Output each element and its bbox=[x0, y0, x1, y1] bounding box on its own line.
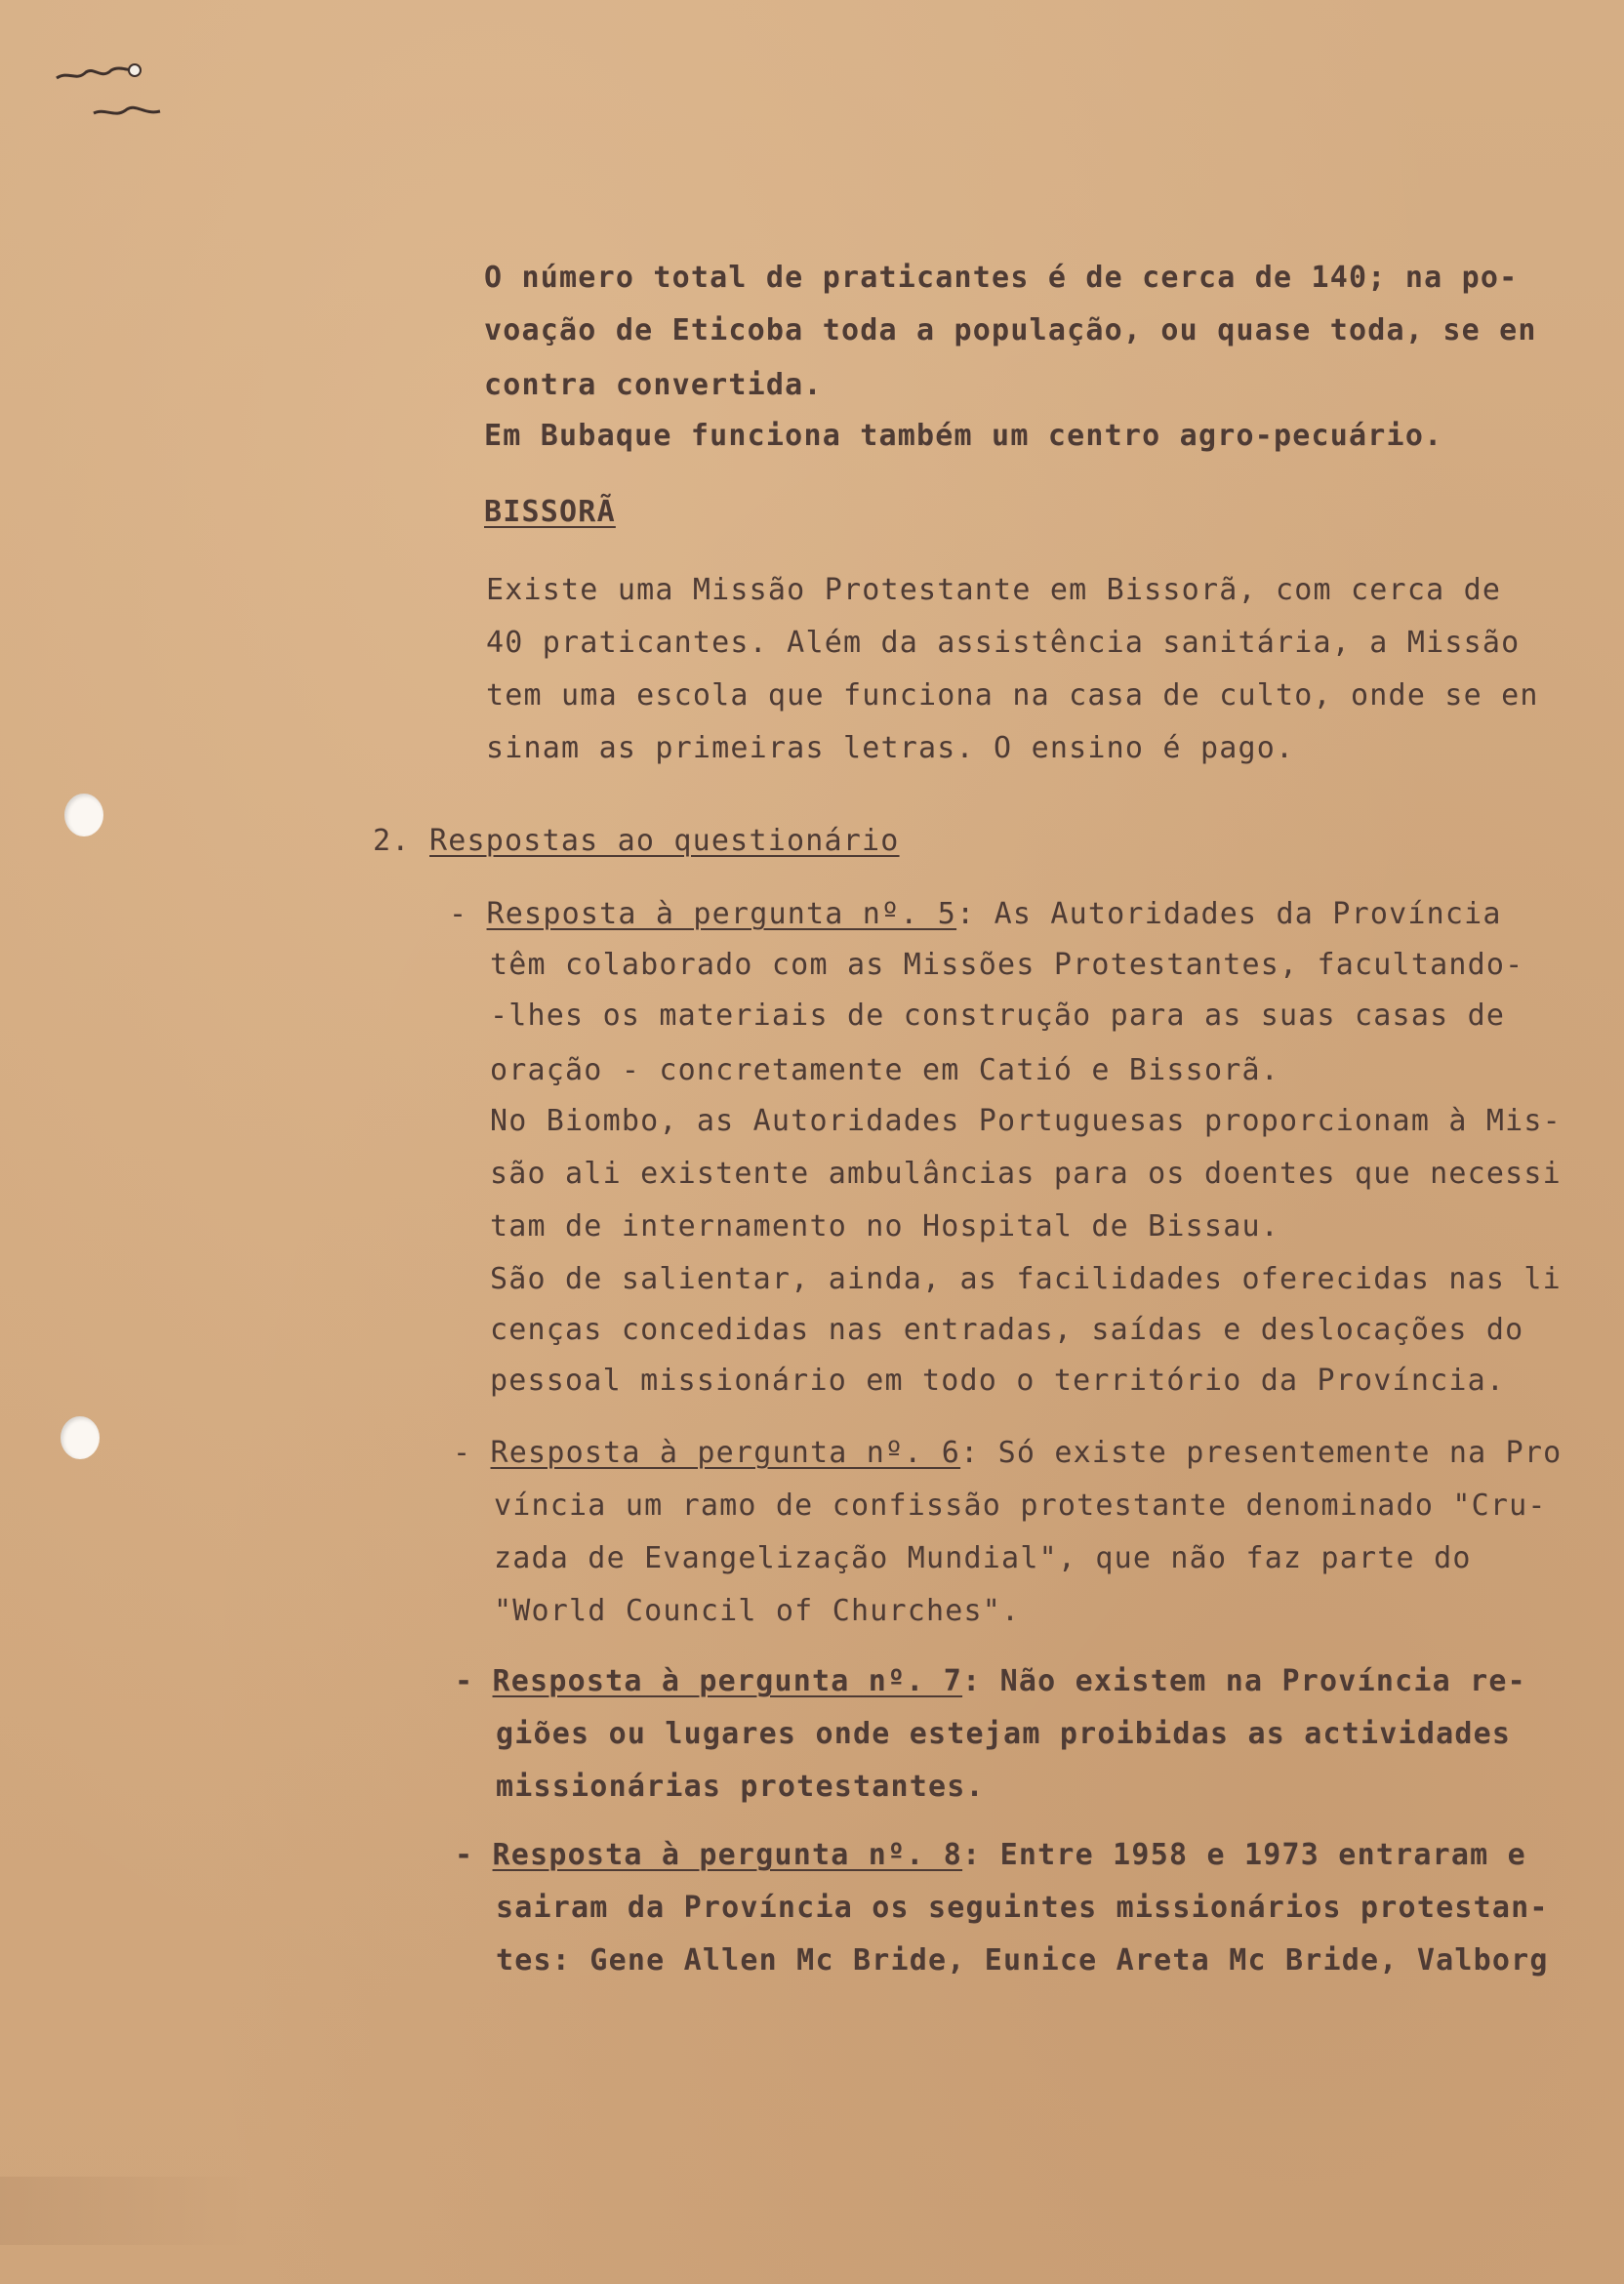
answer5-line: têm colaborado com as Missões Protestantes, facultando- bbox=[490, 948, 1524, 982]
answer7-line: giões ou lugares onde estejam proibidas as actividades bbox=[496, 1717, 1512, 1751]
answer-dash: - bbox=[453, 1436, 472, 1470]
answer7-rest: : Não existem na Província re- bbox=[962, 1664, 1526, 1698]
answer5-line: São de salientar, ainda, as facilidades oferecidas nas li bbox=[490, 1262, 1562, 1296]
answer6-line: "World Council of Churches". bbox=[494, 1594, 1021, 1628]
answer7-first-line bbox=[455, 1665, 1526, 1698]
answer5-line: pessoal missionário em todo o território da Província. bbox=[490, 1364, 1506, 1398]
answer5-first-line bbox=[449, 898, 1502, 931]
bissora-heading: BISSORÃ bbox=[484, 495, 616, 529]
answer-dash: - bbox=[455, 1838, 474, 1872]
answer6-label: Resposta à pergunta nº. 6 bbox=[490, 1436, 961, 1470]
page-edge-stain bbox=[0, 2177, 254, 2245]
answer7-label: Resposta à pergunta nº. 7 bbox=[492, 1664, 963, 1698]
answer6-line: zada de Evangelização Mundial", que não faz parte do bbox=[494, 1541, 1472, 1575]
bissora-line: sinam as primeiras letras. O ensino é pago. bbox=[486, 731, 1295, 765]
answer5-line: tam de internamento no Hospital de Bissau. bbox=[490, 1209, 1279, 1244]
intro-line: O número total de praticantes é de cerca de 140; na po- bbox=[484, 261, 1519, 295]
intro-line: Em Bubaque funciona também um centro agro-pecuário. bbox=[484, 419, 1443, 453]
answer6-first-line bbox=[453, 1437, 1562, 1470]
staple-mark-icon bbox=[51, 57, 187, 135]
bissora-line: tem uma escola que funciona na casa de culto, onde se en bbox=[486, 678, 1539, 713]
bissora-line: 40 praticantes. Além da assistência sanitária, a Missão bbox=[486, 626, 1521, 660]
answer8-line: sairam da Província os seguintes missionários protestan- bbox=[496, 1891, 1549, 1925]
answer5-label: Resposta à pergunta nº. 5 bbox=[486, 897, 957, 931]
section-number: 2. bbox=[373, 824, 411, 858]
answer6-rest: : Só existe presentemente na Pro bbox=[960, 1436, 1563, 1470]
intro-line: contra convertida. bbox=[484, 368, 823, 402]
bissora-line: Existe uma Missão Protestante em Bissorã, com cerca de bbox=[486, 573, 1502, 607]
answer5-line: cenças concedidas nas entradas, saídas e deslocações do bbox=[490, 1313, 1524, 1347]
answer-dash: - bbox=[455, 1664, 474, 1698]
punch-hole-top bbox=[64, 794, 103, 836]
answer8-label: Resposta à pergunta nº. 8 bbox=[492, 1838, 963, 1872]
answer7-line: missionárias protestantes. bbox=[496, 1770, 985, 1804]
answer6-line: víncia um ramo de confissão protestante denominado "Cru- bbox=[494, 1489, 1547, 1523]
punch-hole-bottom bbox=[61, 1416, 100, 1459]
answer5-line: -lhes os materiais de construção para as suas casas de bbox=[490, 999, 1506, 1033]
answer8-first-line bbox=[455, 1839, 1526, 1872]
answer5-line: No Biombo, as Autoridades Portuguesas proporcionam à Mis- bbox=[490, 1104, 1562, 1138]
answer5-line: oração - concretamente em Catió e Bissorã. bbox=[490, 1053, 1279, 1087]
answer5-rest: : As Autoridades da Província bbox=[956, 897, 1502, 931]
answer-dash: - bbox=[449, 897, 468, 931]
section-heading: Respostas ao questionário bbox=[429, 824, 900, 858]
answer8-line: tes: Gene Allen Mc Bride, Eunice Areta Mc Bride, Valborg bbox=[496, 1943, 1549, 1978]
intro-line: voação de Eticoba toda a população, ou quase toda, se en bbox=[484, 313, 1537, 347]
answer5-line: são ali existente ambulâncias para os doentes que necessi bbox=[490, 1157, 1562, 1191]
answer8-rest: : Entre 1958 e 1973 entraram e bbox=[962, 1838, 1526, 1872]
